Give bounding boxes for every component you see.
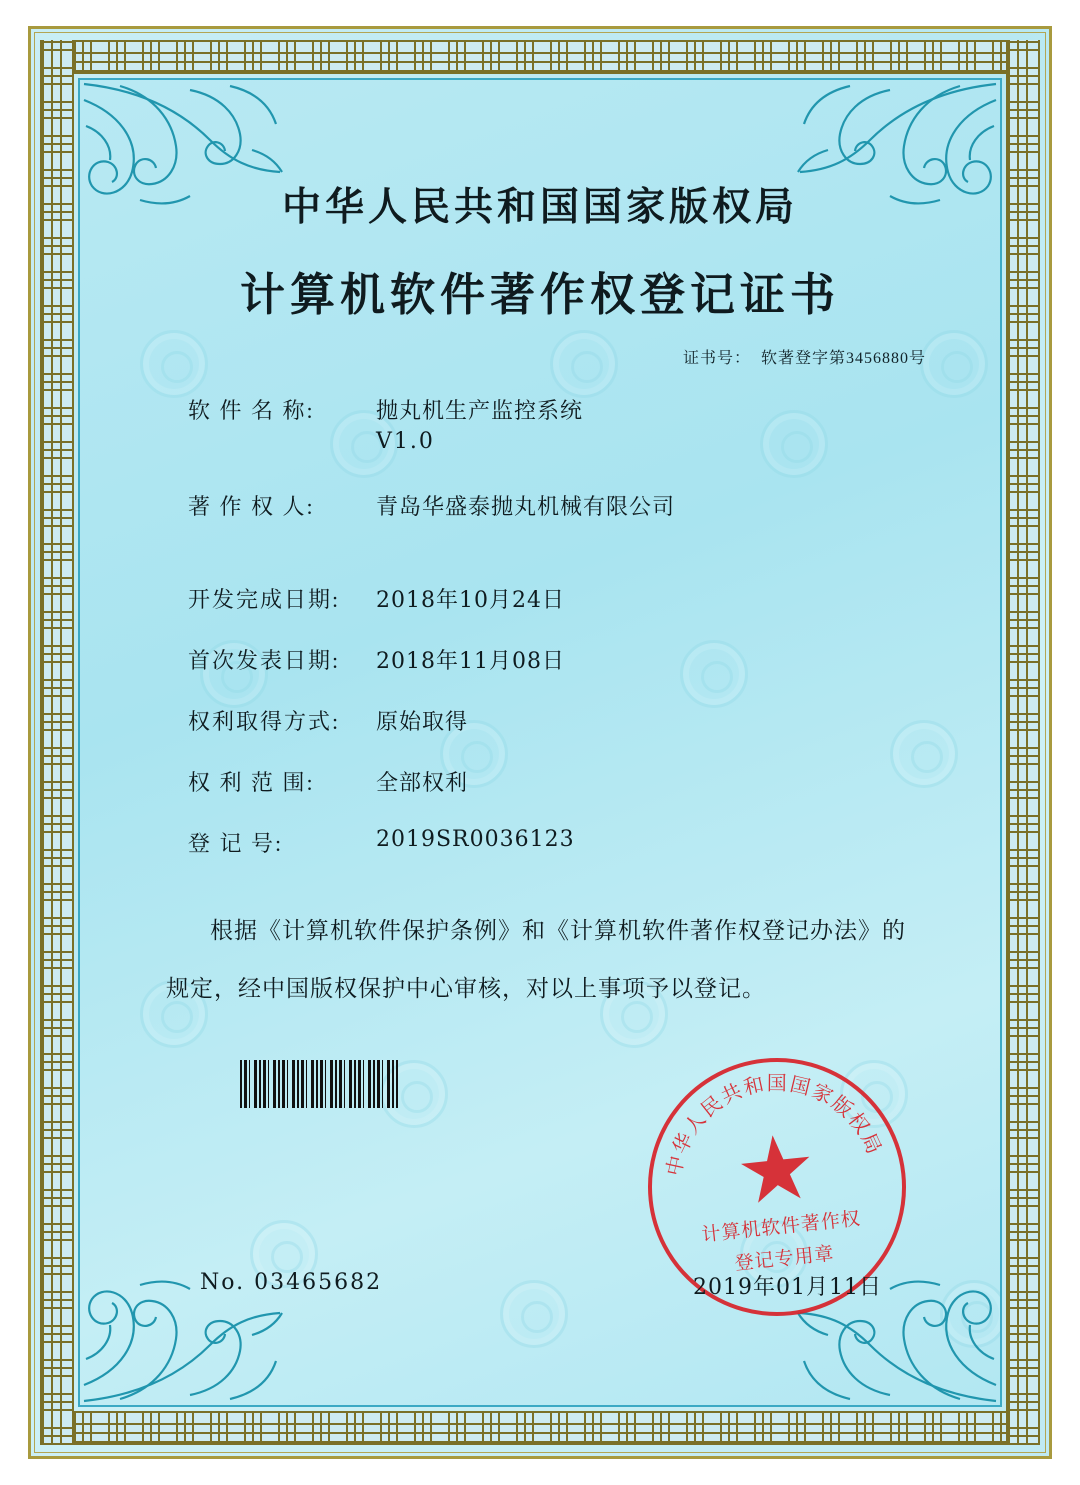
field-value-registration-number: 2019SR0036123 [376, 827, 575, 852]
issuer-title: 中华人民共和国国家版权局 [281, 184, 798, 230]
certificate-fields [132, 394, 948, 858]
field-label-registration-number: 登 记 号: [188, 831, 284, 856]
certificate-number-value: 软著登字第3456880号 [760, 350, 926, 367]
field-value-rights-scope: 全部权利 [376, 771, 469, 796]
certificate-serial-number: No. 03465682 [200, 1270, 383, 1295]
certificate-inner-panel [78, 78, 1002, 1407]
barcode [240, 1060, 398, 1108]
field-value-first-publication-date: 2018年11月08日 [376, 649, 565, 674]
field-label-rights-scope: 权 利 范 围: [188, 770, 315, 795]
field-label-copyright-owner: 著 作 权 人: [188, 494, 315, 519]
software-version-text: V1.0 [376, 429, 435, 454]
software-name-text: 抛丸机生产监控系统 [376, 399, 584, 424]
field-rights-scope [188, 766, 948, 797]
field-label-first-publication-date: 首次发表日期: [188, 648, 341, 673]
document-title: 计算机软件著作权登记证书 [239, 268, 840, 321]
certificate-number-label: 证书号： [682, 350, 751, 367]
legal-statement-line2: 规定，经中国版权保护中心审核，对以上事项予以登记。 [166, 976, 766, 1001]
field-value-development-date: 2018年10月24日 [376, 588, 565, 613]
seal-arc-label: 中华人民共和国国家版权局 [661, 1070, 888, 1179]
legal-statement [132, 902, 948, 1018]
field-development-date [188, 583, 948, 614]
field-label-rights-acquisition: 权利取得方式: [188, 709, 341, 734]
seal-line-1: 计算机软件著作权 [700, 1207, 862, 1247]
greek-key-border-left [40, 40, 74, 1445]
field-value-software-name [376, 394, 948, 454]
field-software-name [188, 394, 948, 454]
greek-key-border-top [40, 40, 1040, 74]
legal-statement-line1: 根据《计算机软件保护条例》和《计算机软件著作权登记办法》的 [210, 918, 906, 943]
field-copyright-owner [188, 490, 948, 521]
certificate-number-row [132, 345, 948, 368]
certificate-issue-date: 2019年01月11日 [693, 1275, 882, 1300]
field-label-software-name: 软 件 名 称: [188, 398, 315, 423]
greek-key-border-bottom [40, 1411, 1040, 1445]
greek-key-border-right [1006, 40, 1040, 1445]
seal-star-icon: ★ [735, 1127, 818, 1217]
field-label-development-date: 开发完成日期: [188, 587, 341, 612]
seal-line-2: 登记专用章 [733, 1242, 836, 1275]
field-value-rights-acquisition: 原始取得 [376, 710, 469, 735]
field-registration-number [188, 827, 948, 858]
field-value-copyright-owner: 青岛华盛泰抛丸机械有限公司 [376, 495, 676, 520]
field-first-publication-date [188, 644, 948, 675]
field-rights-acquisition [188, 705, 948, 736]
